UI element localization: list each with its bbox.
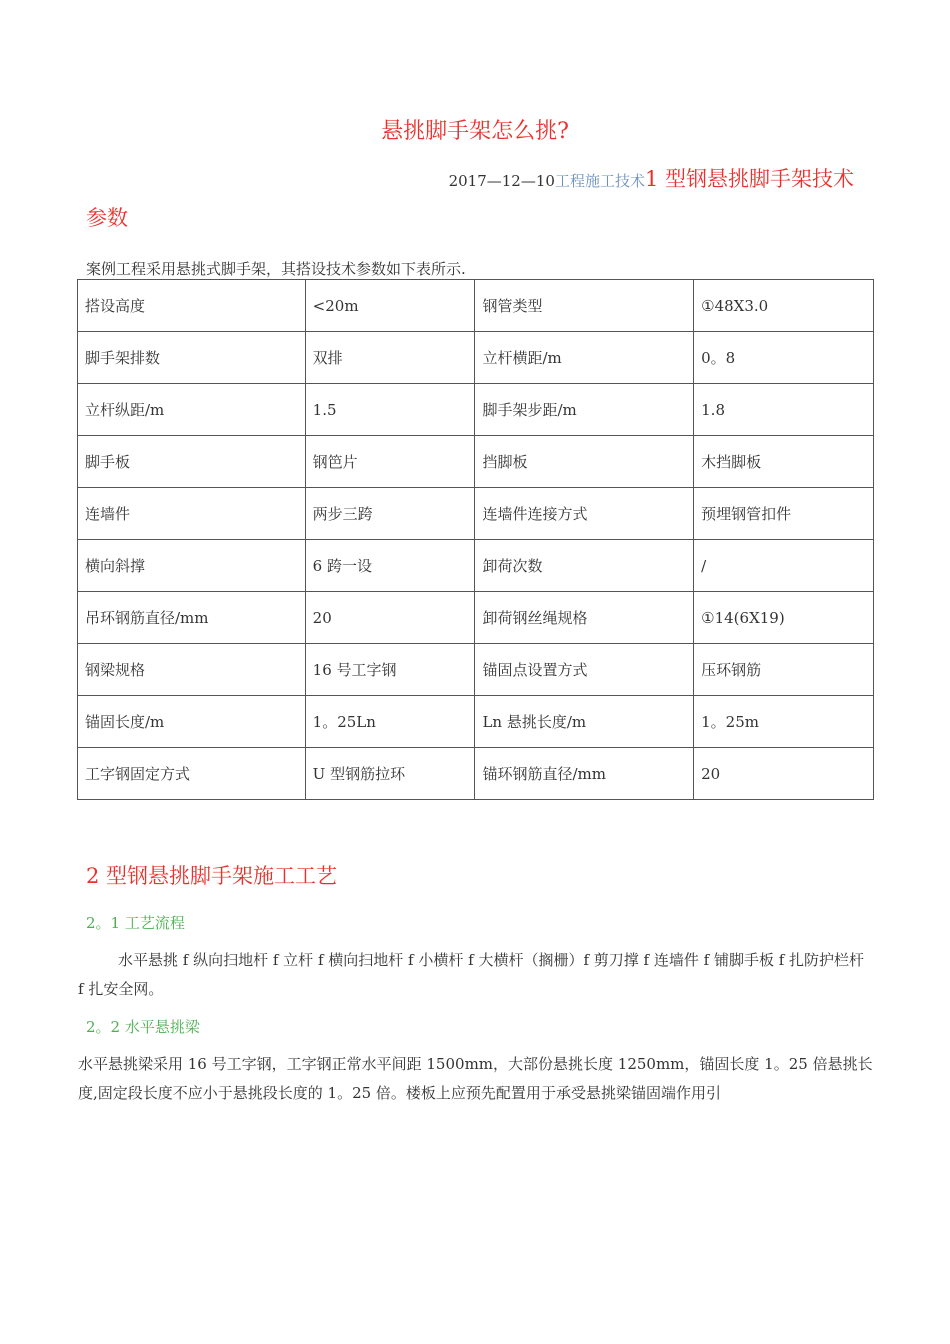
param-value-cell: ①48X3.0 bbox=[694, 280, 874, 332]
section1-heading-start: 1 型钢悬挑脚手架技术 bbox=[644, 167, 854, 191]
table-row bbox=[78, 384, 874, 436]
param-name-cell: 脚手架步距/m bbox=[475, 384, 694, 436]
param-name-cell: 脚手架排数 bbox=[78, 332, 306, 384]
param-value-cell: 压环钢筋 bbox=[694, 644, 874, 696]
param-value-cell: 1。25Ln bbox=[305, 696, 475, 748]
param-value-cell: / bbox=[694, 540, 874, 592]
article-meta bbox=[449, 163, 854, 193]
table-row bbox=[78, 332, 874, 384]
param-name-cell: 立杆纵距/m bbox=[78, 384, 306, 436]
table-row bbox=[78, 696, 874, 748]
table-row bbox=[78, 436, 874, 488]
table-row bbox=[78, 592, 874, 644]
param-name-cell: 钢梁规格 bbox=[78, 644, 306, 696]
param-name-cell: 脚手板 bbox=[78, 436, 306, 488]
section1-heading-end: 参数 bbox=[86, 206, 128, 230]
param-value-cell: <20m bbox=[305, 280, 475, 332]
article-date: 2017—12—10 bbox=[448, 172, 555, 190]
intro-text: 案例工程采用悬挑式脚手架，其搭设技术参数如下表所示. bbox=[86, 260, 466, 278]
param-name-cell: 吊环钢筋直径/mm bbox=[78, 592, 306, 644]
param-name-cell: 卸荷次数 bbox=[475, 540, 694, 592]
table-row bbox=[78, 540, 874, 592]
param-name-cell: 锚固长度/m bbox=[78, 696, 306, 748]
param-name-cell: 搭设高度 bbox=[78, 280, 306, 332]
param-value-cell: 0。8 bbox=[694, 332, 874, 384]
param-name-cell: 横向斜撑 bbox=[78, 540, 306, 592]
param-name-cell: 钢管类型 bbox=[475, 280, 694, 332]
process-flow-text: 水平悬挑 f 纵向扫地杆 f 立杆 f 横向扫地杆 f 小横杆 f 大横杆（搁栅）f 剪刀撑 f 连墙件 f 铺脚手板 f 扎防护栏杆 f 扎安全网。 bbox=[78, 951, 865, 998]
article-category[interactable]: 工程施工技术 bbox=[554, 172, 645, 190]
param-name-cell: 卸荷钢丝绳规格 bbox=[475, 592, 694, 644]
section2-heading: 2 型钢悬挑脚手架施工工艺 bbox=[86, 864, 338, 888]
param-value-cell: 木挡脚板 bbox=[694, 436, 874, 488]
param-name-cell: 连墙件 bbox=[78, 488, 306, 540]
param-value-cell: 20 bbox=[305, 592, 475, 644]
param-value-cell: U 型钢筋拉环 bbox=[305, 748, 475, 800]
param-value-cell: 钢笆片 bbox=[305, 436, 475, 488]
table-row bbox=[78, 488, 874, 540]
subsection-beam-heading: 2。2 水平悬挑梁 bbox=[86, 1018, 200, 1036]
param-value-cell: 16 号工字钢 bbox=[305, 644, 475, 696]
param-name-cell: 工字钢固定方式 bbox=[78, 748, 306, 800]
param-value-cell: 双排 bbox=[305, 332, 475, 384]
param-name-cell: 连墙件连接方式 bbox=[475, 488, 694, 540]
param-value-cell: 20 bbox=[694, 748, 874, 800]
param-value-cell: 6 跨一设 bbox=[305, 540, 475, 592]
param-name-cell: Ln 悬挑长度/m bbox=[475, 696, 694, 748]
param-name-cell: 挡脚板 bbox=[475, 436, 694, 488]
param-value-cell: 两步三跨 bbox=[305, 488, 475, 540]
subsection-process-heading: 2。1 工艺流程 bbox=[86, 914, 185, 932]
param-name-cell: 锚固点设置方式 bbox=[475, 644, 694, 696]
param-value-cell: 1.5 bbox=[305, 384, 475, 436]
param-name-cell: 立杆横距/m bbox=[475, 332, 694, 384]
table-row bbox=[78, 280, 874, 332]
param-value-cell: ①14(6X19) bbox=[694, 592, 874, 644]
table-row bbox=[78, 644, 874, 696]
table-row bbox=[78, 748, 874, 800]
param-name-cell: 锚环钢筋直径/mm bbox=[475, 748, 694, 800]
beam-description-text: 水平悬挑梁采用 16 号工字钢，工字钢正常水平间距 1500mm，大部份悬挑长度 1250mm，锚固长度 1。25 倍悬挑长度,固定段长度不应小于悬挑段长度的 1。25 倍。楼板上应预先配置用于承受悬挑梁锚固端作用引 bbox=[78, 1055, 873, 1102]
param-value-cell: 1.8 bbox=[694, 384, 874, 436]
param-value-cell: 1。25m bbox=[694, 696, 874, 748]
parameter-table bbox=[77, 279, 874, 800]
param-value-cell: 预埋钢管扣件 bbox=[694, 488, 874, 540]
page-title: 悬挑脚手架怎么挑? bbox=[381, 119, 569, 144]
